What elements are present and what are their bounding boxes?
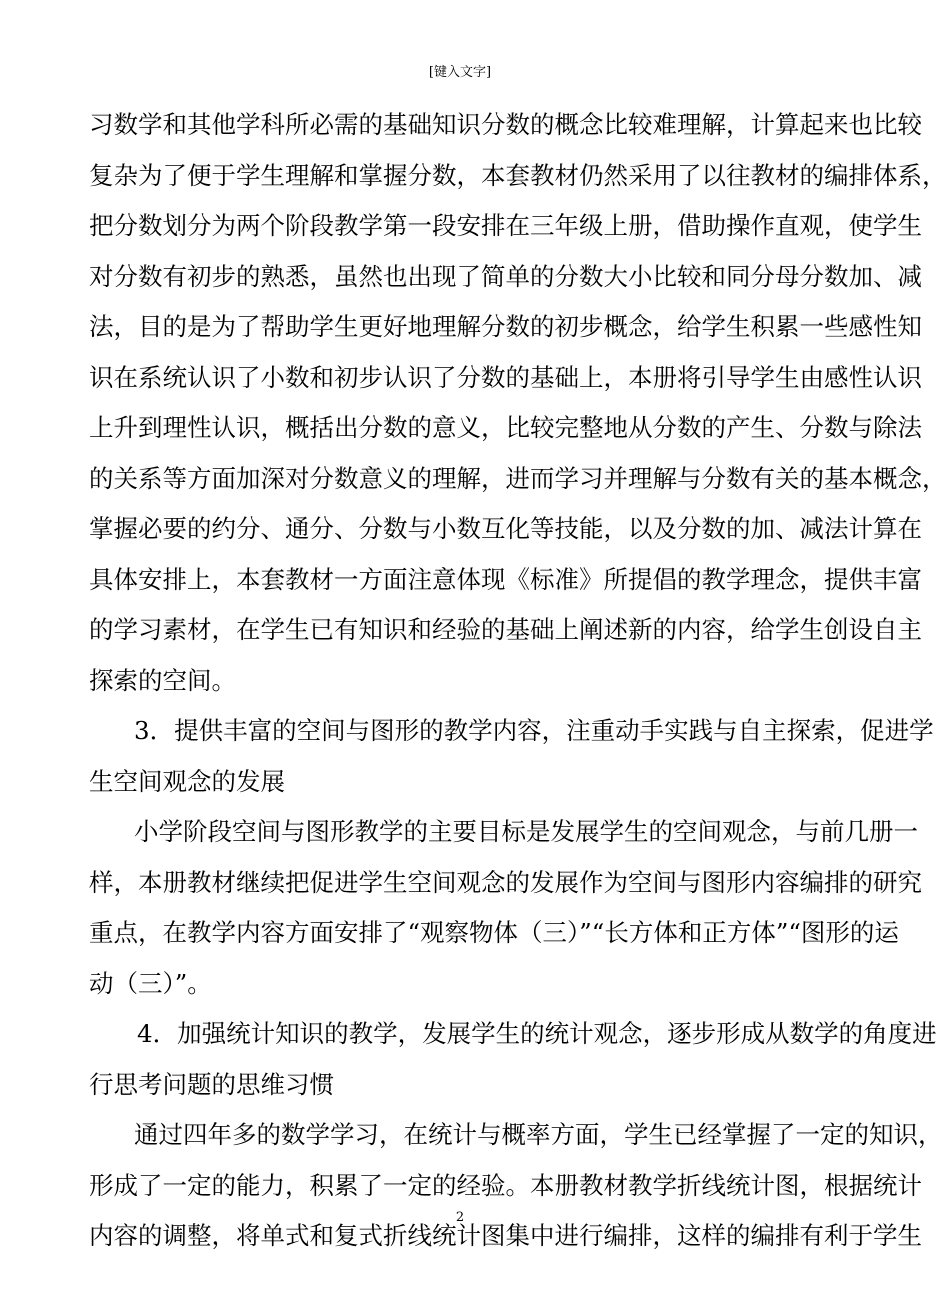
page-header: [键入文字]: [428, 65, 492, 80]
text-line: 通过四年多的数学学习，在统计与概率方面，学生已经掌握了一定的知识，: [134, 1120, 943, 1149]
text-line: 形成了一定的能力，积累了一定的经验。本册教材教学折线统计图，根据统计: [89, 1170, 922, 1200]
section-heading-line: 生空间观念的发展: [89, 766, 285, 796]
text-line: 掌握必要的约分、通分、分数与小数互化等技能，以及分数的加、减法计算在: [89, 514, 922, 543]
section-heading-line: 行思考问题的思维习惯: [89, 1069, 334, 1099]
text-line: 对分数有初步的熟悉，虽然也出现了简单的分数大小比较和同分母分数加、减: [89, 261, 922, 291]
text-line: 上升到理性认识，概括出分数的意义，比较完整地从分数的产生、分数与除法: [89, 413, 922, 442]
text-line: 识在系统认识了小数和初步认识了分数的基础上，本册将引导学生由感性认识: [89, 362, 922, 392]
text-line: 的关系等方面加深对分数意义的理解，进而学习并理解与分数有关的基本概念，: [89, 463, 947, 493]
section-heading-line: 3．提供丰富的空间与图形的教学内容，注重动手实践与自主探索，促进学: [134, 716, 934, 745]
text-line: 内容的调整，将单式和复式折线统计图集中进行编排，这样的编排有利于学生: [89, 1221, 922, 1250]
text-line: 动（三）”。: [89, 968, 212, 998]
text-line: 重点，在教学内容方面安排了“观察物体（三）”“长方体和正方体”“图形的运: [89, 918, 899, 947]
document-body: [89, 100, 947, 1262]
section-heading-line: 4．加强统计知识的教学，发展学生的统计观念，逐步形成从数学的角度进: [137, 1019, 937, 1048]
page-number: 2: [455, 1210, 465, 1225]
text-line: 复杂为了便于学生理解和掌握分数，本套教材仍然采用了以往教材的编排体系，: [89, 160, 947, 190]
text-line: 习数学和其他学科所必需的基础知识分数的概念比较难理解，计算起来也比较: [89, 110, 922, 139]
text-line: 法，目的是为了帮助学生更好地理解分数的初步概念，给学生积累一些感性知: [89, 312, 922, 341]
text-line: 把分数划分为两个阶段教学第一段安排在三年级上册，借助操作直观，使学生: [89, 211, 922, 240]
text-line: 具体安排上，本套教材一方面注意体现《标准》所提倡的教学理念，提供丰富: [89, 564, 922, 594]
text-line: 样，本册教材继续把促进学生空间观念的发展作为空间与图形内容编排的研究: [89, 867, 922, 897]
text-line: 的学习素材，在学生已有知识和经验的基础上阐述新的内容，给学生创设自主: [89, 615, 922, 644]
text-line: 探索的空间。: [89, 665, 236, 695]
text-line: 小学阶段空间与图形教学的主要目标是发展学生的空间观念，与前几册一: [134, 817, 918, 846]
